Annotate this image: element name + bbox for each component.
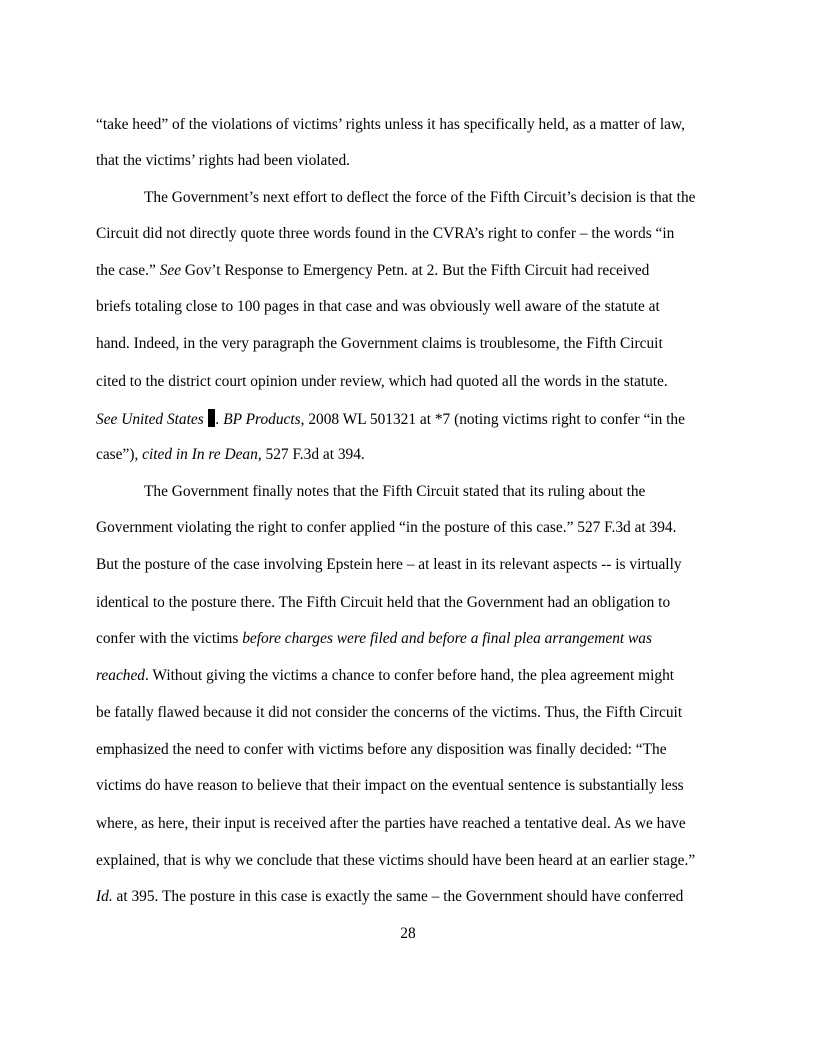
body-line — [96, 409, 685, 430]
text-run: briefs totaling close to 100 pages in that case and was obviously well aware of the statute at — [96, 298, 660, 315]
text-run: confer with the victims — [96, 630, 243, 647]
text-run: Gov’t Response to Emergency Petn. at 2. But the Fifth Circuit had received — [181, 262, 650, 279]
text-run: be fatally flawed because it did not consider the concerns of the victims. Thus, the Fifth Circuit — [96, 704, 683, 721]
body-line — [96, 776, 684, 796]
text-run: victims do have reason to believe that their impact on the eventual sentence is substantially less — [96, 777, 684, 794]
text-run: explained, that is why we conclude that these victims should have been heard at an earlier stage.” — [96, 852, 696, 869]
text-run: The Government’s next effort to deflect the force of the Fifth Circuit’s decision is that the — [144, 189, 696, 206]
italic-text: See — [159, 262, 182, 279]
body-line — [96, 334, 663, 354]
text-run: “take heed” of the violations of victims’ rights unless it has specifically held, as a matter of law, — [96, 116, 685, 133]
body-line — [96, 887, 683, 907]
italic-text: . BP Products — [215, 411, 301, 428]
body-line — [96, 224, 674, 244]
body-line — [96, 851, 695, 871]
text-run: The Government finally notes that the Fifth Circuit stated that its ruling about the — [144, 483, 646, 500]
body-line — [96, 629, 652, 649]
italic-text: See United States — [96, 411, 208, 428]
text-run: . Without giving the victims a chance to confer before hand, the plea agreement might — [145, 667, 675, 684]
body-line — [96, 740, 667, 760]
body-line — [96, 372, 668, 392]
text-run: that the victims’ rights had been violated. — [96, 152, 351, 169]
paragraph-start-line — [144, 482, 645, 502]
text-run: case”), — [96, 446, 143, 463]
text-run: But the posture of the case involving Epstein here – at least in its relevant aspects -- is virtually — [96, 556, 682, 573]
text-run: where, as here, their input is received after the parties have reached a tentative deal. As we have — [96, 815, 686, 832]
italic-text: reached — [96, 667, 145, 684]
body-line — [96, 445, 365, 465]
text-run: emphasized the need to confer with victims before any disposition was finally decided: “The — [96, 741, 667, 758]
text-run: , 527 F.3d at 394. — [257, 446, 365, 463]
text-run: the case.” — [96, 262, 160, 279]
text-run: identical to the posture there. The Fifth Circuit held that the Government had an obligation to — [96, 594, 671, 611]
body-line — [96, 703, 682, 723]
text-run: Circuit did not directly quote three words found in the CVRA’s right to confer – the words “in — [96, 225, 675, 242]
body-line — [96, 593, 670, 613]
italic-text: cited in In re Dean — [142, 446, 258, 463]
text-run: hand. Indeed, in the very paragraph the Government claims is troublesome, the Fifth Circuit — [96, 335, 663, 352]
redaction-mark — [208, 409, 215, 427]
body-line — [96, 814, 686, 834]
italic-text: Id. — [96, 888, 113, 905]
italic-text: before charges were filed and before a final plea arrangement was — [242, 630, 652, 647]
page-number: 28 — [400, 925, 416, 942]
body-line — [96, 555, 682, 575]
body-line — [96, 297, 660, 317]
text-run: at 395. The posture in this case is exactly the same – the Government should have conferred — [112, 888, 684, 905]
body-line — [96, 115, 685, 135]
body-line — [96, 666, 674, 686]
paragraph-start-line — [144, 188, 695, 208]
text-run: , 2008 WL 501321 at *7 (noting victims right to confer “in the — [300, 411, 685, 428]
text-run: cited to the district court opinion under review, which had quoted all the words in the statute. — [96, 373, 668, 390]
text-run: Government violating the right to confer applied “in the posture of this case.” 527 F.3d at 394. — [96, 519, 677, 536]
body-line — [96, 261, 649, 281]
body-line — [96, 518, 676, 538]
body-line — [96, 151, 350, 171]
